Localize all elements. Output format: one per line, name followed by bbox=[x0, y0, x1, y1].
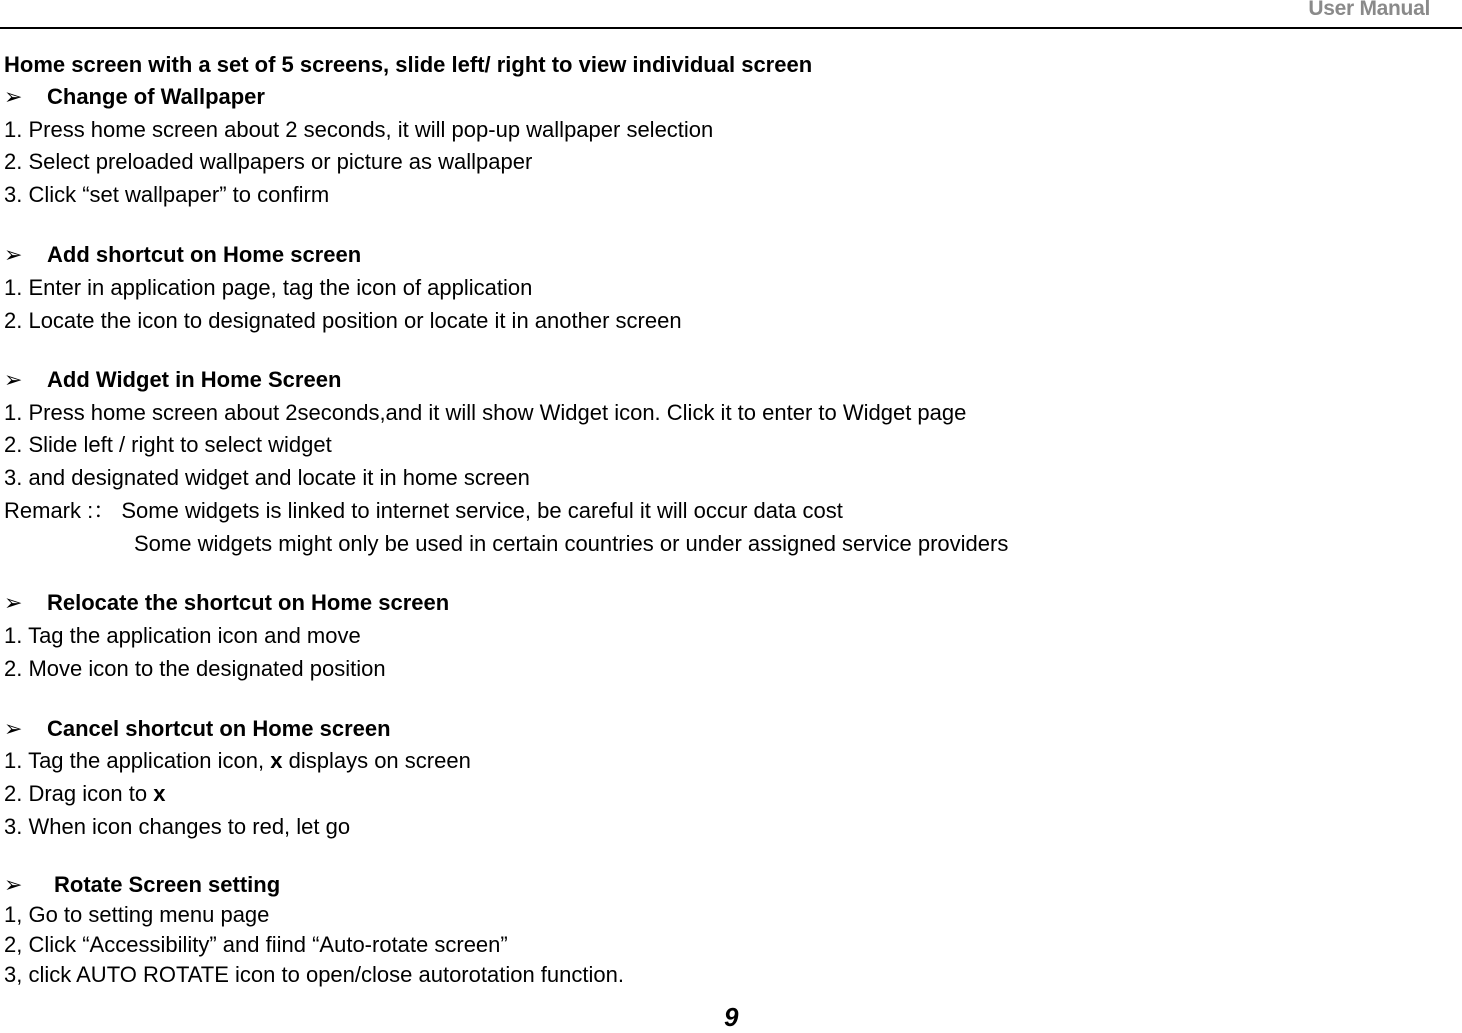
list-item: 3. When icon changes to red, let go bbox=[4, 814, 351, 839]
list-item bbox=[4, 748, 471, 774]
arrow-bullet-icon: ➢ bbox=[4, 242, 23, 267]
list-item: 1. Press home screen about 2 seconds, it will pop-up wallpaper selection bbox=[4, 117, 714, 142]
arrow-bullet-icon: ➢ bbox=[4, 872, 23, 897]
step-text: displays on screen bbox=[282, 748, 471, 773]
list-item: 3. and designated widget and locate it in home screen bbox=[4, 465, 530, 490]
remark-text-continued: Some widgets might only be used in certain countries or under assigned service providers bbox=[134, 531, 1009, 556]
section-title: Add Widget in Home Screen bbox=[47, 367, 342, 392]
step-text: 2. Drag icon to bbox=[4, 781, 154, 806]
x-mark: x bbox=[270, 748, 283, 773]
section-title: Relocate the shortcut on Home screen bbox=[47, 590, 450, 615]
intro-heading: Home screen with a set of 5 screens, slide left/ right to view individual screen bbox=[4, 52, 813, 77]
list-item: 2. Select preloaded wallpapers or picture as wallpaper bbox=[4, 149, 533, 174]
list-item: 1, Go to setting menu page bbox=[4, 902, 270, 927]
section-title: Rotate Screen setting bbox=[54, 872, 281, 897]
section-heading-cancel bbox=[4, 716, 391, 742]
list-item: 2. Slide left / right to select widget bbox=[4, 432, 332, 457]
list-item: 1. Enter in application page, tag the icon of application bbox=[4, 275, 533, 300]
arrow-bullet-icon: ➢ bbox=[4, 84, 23, 109]
list-item: 1. Press home screen about 2seconds,and it will show Widget icon. Click it to enter to Widget page bbox=[4, 400, 967, 425]
list-item bbox=[4, 781, 165, 807]
page-number: 9 bbox=[724, 1002, 739, 1032]
list-item: 2, Click “Accessibility” and fiind “Auto-rotate screen” bbox=[4, 932, 508, 957]
list-item: 3. Click “set wallpaper” to confirm bbox=[4, 182, 330, 207]
arrow-bullet-icon: ➢ bbox=[4, 590, 23, 615]
section-title: Cancel shortcut on Home screen bbox=[47, 716, 391, 741]
header-rule bbox=[0, 27, 1462, 29]
remark bbox=[4, 498, 843, 524]
x-mark: x bbox=[153, 781, 166, 806]
section-title: Add shortcut on Home screen bbox=[47, 242, 362, 267]
list-item: 2. Move icon to the designated position bbox=[4, 656, 386, 681]
section-heading-rotate bbox=[4, 872, 280, 898]
section-heading-relocate bbox=[4, 590, 449, 616]
arrow-bullet-icon: ➢ bbox=[4, 367, 23, 392]
step-text: 1. Tag the application icon, bbox=[4, 748, 271, 773]
section-heading-wallpaper bbox=[4, 84, 265, 110]
section-heading-add-shortcut bbox=[4, 242, 361, 268]
header-label: User Manual bbox=[1308, 0, 1430, 20]
arrow-bullet-icon: ➢ bbox=[4, 716, 23, 741]
list-item: 1. Tag the application icon and move bbox=[4, 623, 361, 648]
remark-label: Remark :： bbox=[4, 498, 116, 523]
remark-text: Some widgets is linked to internet service, be careful it will occur data cost bbox=[121, 498, 843, 523]
list-item: 3, click AUTO ROTATE icon to open/close autorotation function. bbox=[4, 962, 624, 987]
list-item: 2. Locate the icon to designated position or locate it in another screen bbox=[4, 308, 682, 333]
section-heading-add-widget bbox=[4, 367, 341, 393]
section-title: Change of Wallpaper bbox=[47, 84, 265, 109]
